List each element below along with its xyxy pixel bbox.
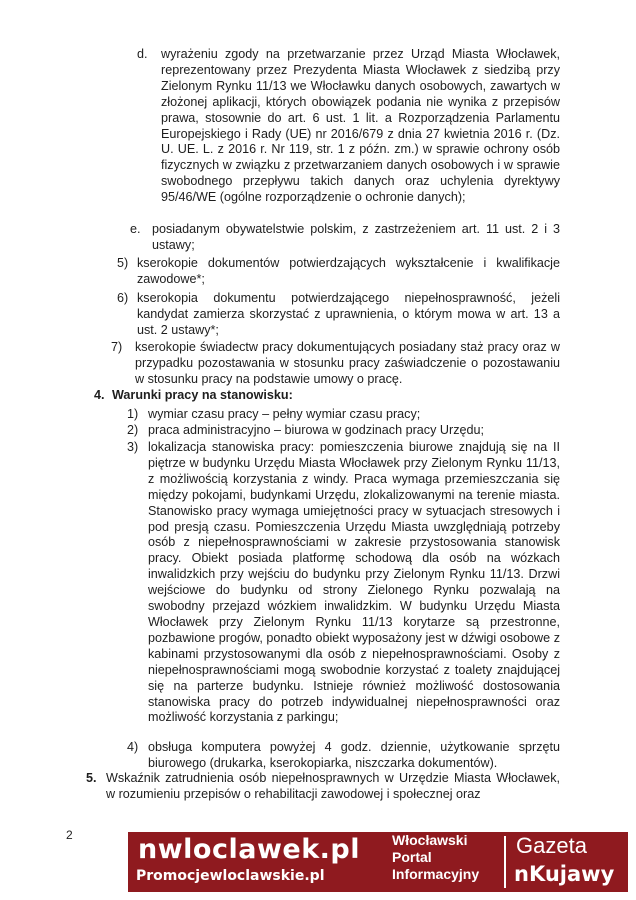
banner-gazeta — [508, 832, 628, 892]
item-label: d. — [137, 47, 148, 61]
banner-portal — [384, 832, 502, 892]
section-number: 5. — [86, 771, 97, 785]
item-label: 4) — [127, 740, 139, 754]
item-text: Wskaźnik zatrudnienia osób niepełnosprawnych w Urzędzie Miasta Włocławek, w rozumieniu przepisów o rehabilitacji zawodowej i społecznej oraz — [106, 771, 560, 801]
item-label: 1) — [127, 407, 139, 421]
section-heading: Warunki pracy na stanowisku: — [112, 388, 293, 402]
section-number: 4. — [94, 388, 105, 402]
watermark-banner — [128, 832, 628, 892]
item-text: kserokopie świadectw pracy dokumentujących posiadany staż pracy oraz w przypadku pozostawania w stosunku pracy zaświadczenie o pozostawaniu w stosunku pracy na podstawie umowy o pracę. — [135, 340, 560, 386]
item-label: 7) — [111, 340, 123, 354]
gazeta-label: Gazeta — [516, 833, 587, 858]
banner-left — [128, 832, 382, 892]
page-number: 2 — [66, 828, 73, 842]
item-text: kserokopia dokumentu potwierdzającego niepełnosprawność, jeżeli kandydat zamierza skorzystać z uprawnienia, o którym mowa w art. 13 a ust. 2 ustawy*; — [137, 291, 560, 337]
item-text: posiadanym obywatelstwie polskim, z zastrzeżeniem art. 11 ust. 2 i 3 ustawy; — [152, 222, 560, 252]
item-text: lokalizacja stanowiska pracy: pomieszczenia biurowe znajdują się na II piętrze w budynku Urzędu Miasta Włocławek przy Zielonym Rynku 11/13, z możliwością korzystania z windy. Praca wymaga przemieszczania się między pokojami, budynkami Urzędu, zlokalizowanymi na terenie miasta. Stanowisko pracy wymaga umiejętności pracy w sytuacjach stresowych i pod presją czasu. Pomieszczenia Urzędu Miasta uwzględniają potrzeby osób z niepełnosprawnościami w zakresie przystosowania stanowisk pracy. Obiekt posiada platformę schodową dla osób na wózkach inwalidzkich przy wejściu do budynku przy Zielonym Rynku 11/13. Drzwi wejściowe do budynku od strony Zielonego Rynku pozwalają na swobodny przejazd wózkiem inwalidzkim. W budynku Urzędu Miasta Włocławek przy Zielonym Rynku 11/13 korytarze są przestronne, pozbawione progów, ponadto obiekt wyposażony jest w dźwigi osobowe z kabinami przystosowanymi dla osób z niepełnosprawnościami. Osoby z niepełnosprawnościami mogą swobodnie korzystać z toalety znajdującej się na parterze budynku. Istnieje również możliwość dostosowania stanowiska pracy do potrzeb indywidualnej niepełnosprawności oraz możliwość korzystania z parkingu; — [148, 440, 560, 725]
item-text: kserokopie dokumentów potwierdzających wykształcenie i kwalifikacje zawodowe*; — [137, 256, 560, 286]
item-label: e. — [130, 222, 141, 236]
item-text: wyrażeniu zgody na przetwarzanie przez Urząd Miasta Włocławek, reprezentowany przez Prezydenta Miasta Włocławek z siedzibą przy Zielonym Rynku 11/13 we Włocławku danych osobowych, zawartych w złożonej aplikacji, których obowiązek podania nie wynika z przepisów prawa, stosownie do art. 6 ust. 1 lit. a Rozporządzenia Parlamentu Europejskiego i Rady (UE) nr 2016/679 z dnia 27 kwietnia 2016 r. (Dz. U. UE. L. z 2016 r. Nr 119, str. 1 z późn. zm.) w sprawie ochrony osób fizycznych w związku z przetwarzaniem danych osobowych i w sprawie swobodnego przepływu takich danych oraz uchylenia dyrektywy 95/46/WE (ogólne rozporządzenie o ochronie danych); — [161, 47, 560, 205]
item-label: 3) — [127, 440, 139, 454]
item-text: praca administracyjno – biurowa w godzinach pracy Urzędu; — [148, 423, 484, 437]
item-label: 5) — [117, 256, 129, 270]
item-label: 6) — [117, 291, 129, 305]
site-logo: nwloclawek.pl — [138, 834, 360, 865]
promo-logo: Promocjewloclawskie.pl — [136, 868, 325, 884]
item-label: 2) — [127, 423, 139, 437]
portal-line: Informacyjny — [392, 866, 480, 882]
nkujawy-logo: nKujawy — [514, 862, 615, 886]
item-text: obsługa komputera powyżej 4 godz. dziennie, użytkowanie sprzętu biurowego (drukarka, kserokopiarka, niszczarka dokumentów). — [148, 740, 560, 770]
portal-line: Włocławski — [392, 832, 468, 848]
item-text: wymiar czasu pracy – pełny wymiar czasu pracy; — [148, 407, 421, 421]
banner-divider — [504, 836, 506, 888]
portal-line: Portal — [392, 849, 432, 865]
